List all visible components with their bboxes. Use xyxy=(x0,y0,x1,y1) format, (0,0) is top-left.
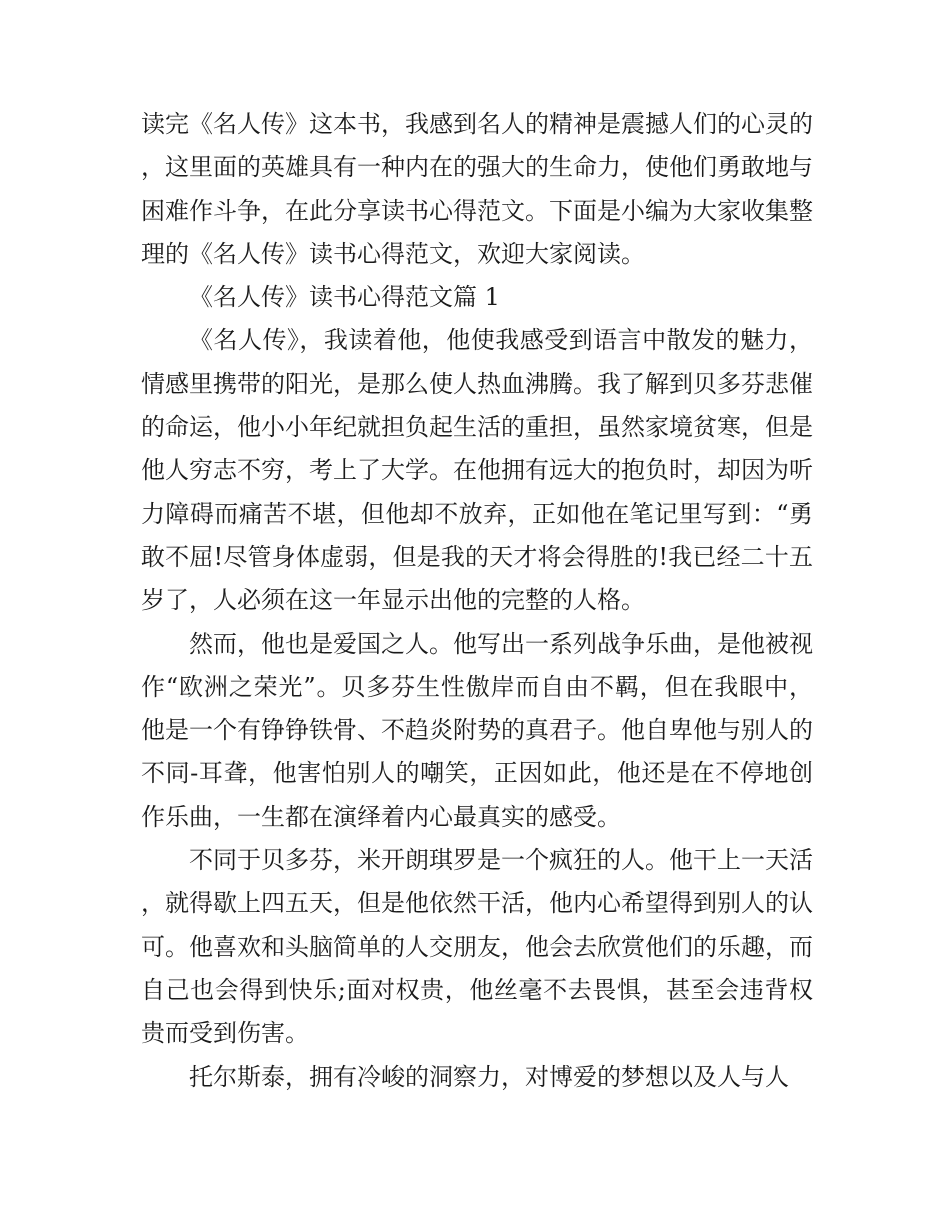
body-paragraph: 不同于贝多芬，米开朗琪罗是一个疯狂的人。他干上一天活，就得歇上四五天，但是他依然干活，他内心希望得到别人的认可。他喜欢和头脑简单的人交朋友，他会去欣赏他们的乐趣，而自己也会得到快乐;面对权贵，他丝毫不去畏惧，甚至会违背权贵而受到伤害。 xyxy=(141,846,813,1048)
document-body xyxy=(141,103,813,1099)
intro-paragraph: 读完《名人传》这本书，我感到名人的精神是震撼人们的心灵的，这里面的英雄具有一种内在的强大的生命力，使他们勇敢地与困难作斗争，在此分享读书心得范文。下面是小编为大家收集整理的《名人传》读书心得范文，欢迎大家阅读。 xyxy=(141,110,813,268)
section-title: 《名人传》读书心得范文篇 1 xyxy=(189,283,500,312)
body-paragraph: 托尔斯泰，拥有冷峻的洞察力，对博爱的梦想以及人与人 xyxy=(189,1062,789,1091)
body-paragraph: 然而，他也是爱国之人。他写出一系列战争乐曲，是他被视作“欧洲之荣光”。贝多芬生性傲岸而自由不羁，但在我眼中，他是一个有铮铮铁骨、不趋炎附势的真君子。他自卑他与别人的不同-耳聋，他害怕别人的嘲笑，正因如此，他还是在不停地创作乐曲，一生都在演绎着内心最真实的感受。 xyxy=(141,629,813,831)
body-paragraph: 《名人传》，我读着他，他使我感受到语言中散发的魅力，情感里携带的阳光，是那么使人热血沸腾。我了解到贝多芬悲催的命运，他小小年纪就担负起生活的重担，虽然家境贫寒，但是他人穷志不穷，考上了大学。在他拥有远大的抱负时，却因为听力障碍而痛苦不堪，但他却不放弃，正如他在笔记里写到：“勇敢不屈!尽管身体虚弱，但是我的天才将会得胜的!我已经二十五岁了，人必须在这一年显示出他的完整的人格。 xyxy=(141,326,813,615)
